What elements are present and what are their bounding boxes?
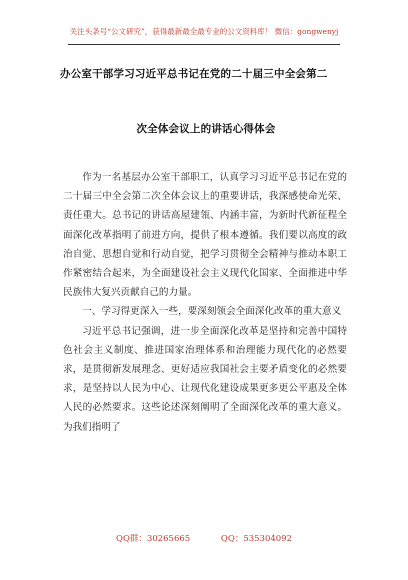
footer-qq-group: QQ群：30265665 [115, 534, 191, 544]
paragraph-intro: 作为一名基层办公室干部职工，认真学习习近平总书记在党的二十届三中全会第二次全体会议上的重要讲话，我深感使命光荣、责任重大。总书记的讲话高屋建瓴、内涵丰富，为新时代新征程全面深化改革指明了前进方向，提供了根本遵循。我们要以高度的政治自觉、思想自觉和行动自觉，把学习贯彻全会精神与推动本职工作紧密结合起来，为全面建设社会主义现代化国家、全面推进中华民族伟大复兴贡献自己的力量。 [63, 172, 347, 299]
document-body [63, 168, 347, 437]
paragraph-section-1: 习近平总书记强调，进一步全面深化改革是坚持和完善中国特色社会主义制度、推进国家治理体系和治理能力现代化的必然要求，是贯彻新发展理念、更好适应我国社会主要矛盾变化的必然要求，是坚持以人民为中心、让现代化建设成果更多更公平惠及全体人民的必然要求。这些论述深刻阐明了全面深化改革的重大意义。为我们指明了 [63, 325, 347, 433]
footer-contact [0, 532, 408, 544]
section-heading-1: 一、学习得更深入一些，要深刻领会全面深化改革的重大意义 [82, 306, 342, 318]
header-divider [68, 44, 340, 45]
header-notice: 关注头条号“公文研究”，获得最新最全最专业的公文资料库！ 微信：gongwenyj [69, 27, 339, 36]
document-title-line-2: 次全体会议上的讲话心得体会 [136, 123, 276, 135]
document-title-line-1: 办公室干部学习习近平总书记在党的二十届三中全会第二 [60, 68, 328, 80]
footer-qq: QQ：535304092 [220, 534, 292, 544]
